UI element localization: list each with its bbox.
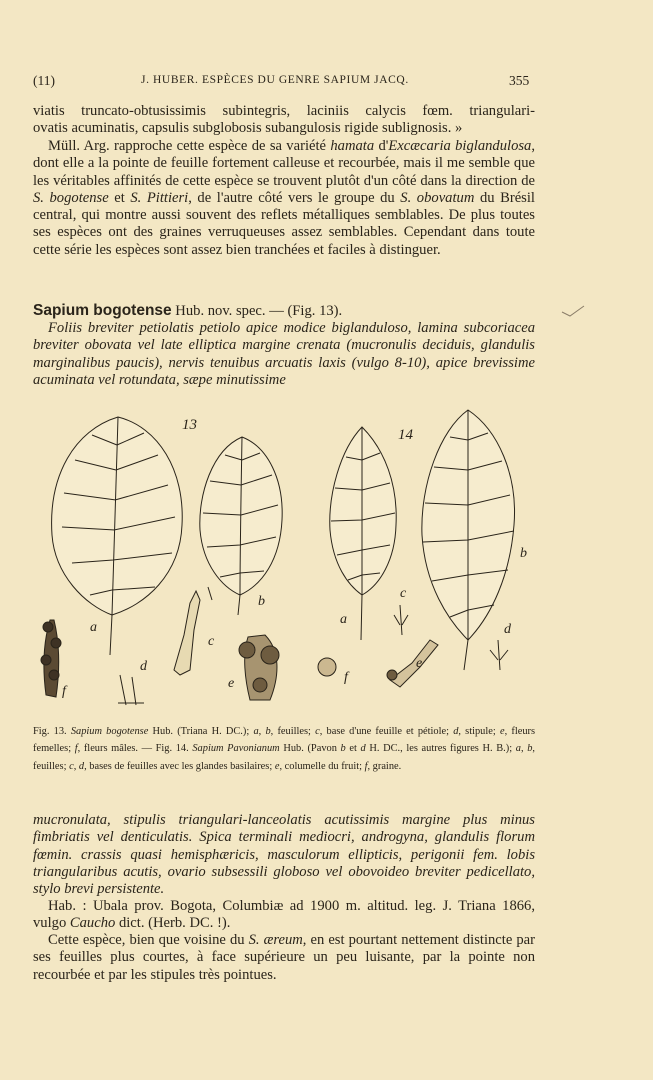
caption-label-c: c	[315, 726, 320, 737]
flower-spike-13f	[41, 620, 61, 697]
caption-comma: ,	[258, 726, 266, 737]
caption-fig13-text5: , fleurs femelles;	[33, 726, 536, 755]
affinities-text-1: , dont elle a la pointe de feuille fortement calleuse et recourbée, mais il me semble que les véritables affinités de cette espèce se trouvent plutôt d'un côté dans la direction de	[33, 138, 536, 189]
habitat-paragraph	[33, 898, 535, 933]
affinities-text-3: du Brésil central, qui montre aussi souvent des reflets métalliques semblables. De plus toutes ses espèces ont des graines verruqueuses assez semblables. Cependant dans toute cette série les espèces sont assez bien tranchées et faciles à distinguer.	[33, 189, 535, 258]
caption-label-b2: b	[340, 743, 346, 755]
caption-label-f3: f	[364, 760, 368, 772]
diagnosis-continued-text: mucronulata, stipulis triangulari-lanceolatis acutissimis margine plus minus fimbriatis vel denticulatis. Spica terminali mediocri, androgyna, glandulis florum fœmin. crassis quasi hemisphæricis, masculorum ellipticis, perigonii fem. lobis triangularibus acutis, ovario subsessili globoso vel obovoideo breviter pedicellato, stylo brevi persistente.	[33, 812, 535, 898]
caption-label-a3: a	[515, 743, 521, 755]
caption-comma4: ,	[73, 760, 79, 772]
affinities-lead: Müll. Arg. rapproche cette espèce de sa variété	[48, 138, 331, 154]
species-heading	[33, 302, 535, 320]
affinities-and: et	[108, 189, 131, 206]
label-13f: f	[62, 684, 66, 699]
caption-label-d: d	[453, 726, 459, 737]
species-diagnosis	[33, 320, 535, 389]
label-13e: e	[228, 676, 235, 691]
caption-label-e: e	[499, 726, 505, 737]
caption-fig13-text: Hub. (Triana H. DC.);	[148, 726, 254, 737]
leaf-13a	[52, 417, 183, 655]
caption-label-f: f	[74, 743, 78, 755]
caption-fig13-text4: , stipule;	[458, 726, 500, 737]
caption-fig13-text6: , fleurs mâles. — Fig. 14.	[77, 743, 193, 755]
label-14c: c	[400, 586, 407, 601]
caption-fig14-text2: et	[345, 743, 361, 755]
caption-fig14-text5: , bases de feuilles avec les glandes basilaires;	[84, 760, 275, 772]
closing-lead: Cette espèce, bien que voisine du	[48, 932, 249, 948]
label-13c: c	[208, 634, 215, 649]
figure-14-number: 14	[398, 427, 413, 443]
caption-label-c3: c	[69, 760, 74, 772]
label-14b: b	[520, 546, 527, 561]
caption-fig13-species: Sapium bogotense	[70, 726, 149, 737]
caption-label-d2: d	[360, 743, 366, 755]
leaf-14a	[330, 427, 396, 640]
label-14e: e	[416, 656, 423, 671]
species-ref-pittieri: S. Pittieri	[130, 189, 189, 206]
caption-label-b: b	[265, 726, 271, 737]
caption-label-e3: e	[274, 760, 280, 772]
label-13d: d	[140, 659, 147, 674]
latin-line-2: ovatis acuminatis, capsulis subglobosis subangulosis rigide sublignosis. »	[33, 120, 463, 137]
seed-14f	[318, 658, 336, 676]
leaf-base-14c	[394, 605, 408, 635]
stipule-13d	[118, 675, 144, 705]
page-number: 355	[509, 73, 530, 88]
caption-fig14-text3: H. DC., les autres figures H. B.);	[365, 743, 516, 755]
caption-fig14-text7: , graine.	[367, 760, 402, 772]
leaf-14b	[422, 410, 515, 670]
species-ref-obovatum: S. obovatum	[400, 189, 475, 206]
diagnosis-continued	[33, 812, 535, 898]
columella-14e	[387, 640, 438, 687]
running-title: J. HUBER. ESPÈCES DU GENRE SAPIUM JACQ.	[141, 74, 409, 86]
label-13a: a	[90, 620, 97, 635]
variety-name: hamata	[330, 138, 375, 154]
caption-fig13-prefix: Fig. 13.	[33, 726, 71, 737]
label-14f: f	[344, 670, 348, 685]
habitat-lead: Hab. : Ubala prov. Bogota, Columbiæ ad 1900 m. altitud. leg. J. Triana 1866, vulgo	[33, 898, 535, 932]
caption-fig13-text3: , base d'une feuille et pétiole;	[319, 726, 454, 737]
species-name: Sapium bogotense	[33, 302, 172, 319]
chapter-number: (11)	[33, 73, 55, 88]
caption-fig14-text6: , columelle du fruit;	[279, 760, 365, 772]
botanical-figure	[40, 405, 540, 707]
species-authority: Hub. nov. spec. — (Fig. 13).	[171, 303, 343, 319]
species-ref-aereum: S. æreum	[248, 932, 303, 948]
pencil-mark	[560, 304, 586, 318]
running-header	[33, 73, 533, 93]
caption-label-a: a	[253, 726, 259, 737]
excaecaria-name: Excæcaria biglandulosa	[388, 138, 532, 154]
label-14d: d	[504, 622, 511, 637]
habitat-rest: dict. (Herb. DC. !).	[115, 915, 231, 932]
closing-rest: , en est pourtant nettement distincte par ses feuilles plus courtes, à face supérieure un peu luisante, par la pointe non recourbée et par les stipules très pointues.	[33, 932, 536, 983]
petiole-base-13c	[174, 587, 212, 675]
caption-comma3: ,	[520, 743, 528, 755]
caption-label-b3: b	[527, 743, 533, 755]
leaf-13b	[200, 437, 282, 615]
caption-fig14-species: Sapium Pavonianum	[192, 743, 280, 755]
caption-fig14-text: Hub. (Pavon	[279, 743, 341, 755]
vernacular-name: Caucho	[69, 915, 116, 932]
caption-fig13-text2: , feuilles;	[270, 726, 316, 737]
female-flowers-13e	[239, 635, 279, 700]
species-ref-bogotense: S. bogotense	[33, 189, 109, 206]
figure-caption	[33, 723, 535, 775]
caption-label-d3: d	[78, 760, 85, 772]
caption-fig14-text4: , feuilles;	[33, 743, 535, 772]
latin-line-1: viatis truncato-obtusissimis subintegris, laciniis calycis fœm. triangulari-	[33, 103, 535, 119]
paragraph-affinities	[33, 138, 535, 259]
diagnosis-text: Foliis breviter petiolatis petiolo apice modice biglanduloso, lamina subcoriacea breviter obovata vel late elliptica margine crenata (mucronulis deciduis, glandulis marginalibus paucis), nervis tenuibus arcuatis laxis (vulgo 8-10), apice brevissime acuminata vel rotundata, sæpe minutissime	[33, 320, 535, 388]
paragraph-latin-end	[33, 103, 535, 138]
figure-13-number: 13	[182, 417, 197, 433]
closing-paragraph	[33, 932, 535, 984]
leaf-base-14d	[490, 640, 508, 670]
affinities-text-2: , de l'autre côté vers le groupe du	[188, 189, 401, 206]
affinities-of: d'	[374, 138, 389, 154]
label-13b: b	[258, 594, 265, 609]
label-14a: a	[340, 612, 347, 627]
